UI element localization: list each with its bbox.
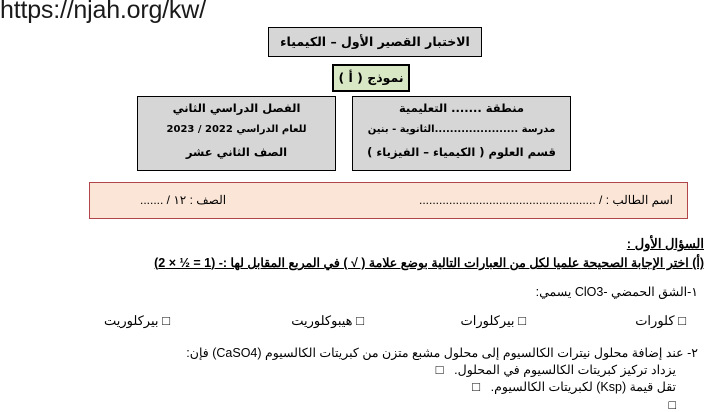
term-info-box — [137, 96, 336, 171]
option-hypochlorite[interactable]: □ هيبوكلوريت — [291, 313, 364, 328]
item2-choice-1[interactable] — [436, 362, 676, 377]
checkbox-icon[interactable]: □ — [435, 362, 451, 377]
watermark-url: https://njah.org/kw/ — [0, 0, 206, 24]
item2-choice-3[interactable]: □ — [668, 398, 676, 412]
item1-stem: ١-الشق الحمضي -ClO3 يسمي: — [535, 285, 698, 299]
term-label: الفصل الدراسي الثاني — [172, 101, 301, 115]
choice-1-text: يزداد تركيز كبريتات الكالسيوم في المحلول. — [454, 363, 676, 377]
class-field: الصف : ١٢ / ....... — [140, 193, 227, 207]
department-label: قسم العلوم ( الكيمياء – الفيزياء ) — [367, 145, 556, 159]
academic-year: للعام الدراسي 2022 / 2023 — [166, 124, 307, 135]
item2-stem: ٢- عند إضافة محلول نيترات الكالسيوم إلى محلول مشبع متزن من كبريتات الكالسيوم (CaSO4) فإن: — [186, 346, 698, 360]
model-label: نموذج ( أ ) — [332, 64, 410, 92]
grade-label: الصف الثاني عشر — [185, 145, 288, 159]
student-name-field: اسم الطالب : / ..................................................... — [418, 193, 673, 207]
checkbox-icon[interactable]: □ — [472, 379, 488, 394]
option-perchlorite[interactable]: □ بيركلوريت — [103, 313, 170, 328]
option-perchlorate[interactable]: □ بيركلورات — [460, 313, 526, 328]
student-info-box — [89, 182, 688, 219]
district-label: منطقة ....... التعليمية — [398, 101, 525, 115]
option-chlorate[interactable]: □ كلورات — [635, 313, 686, 328]
school-info-box — [352, 96, 571, 171]
item2-choice-2[interactable] — [472, 379, 676, 394]
school-label: مدرسة ......................الثانوية - بنين — [367, 124, 556, 135]
exam-title: الاختبار القصير الأول – الكيمياء — [268, 27, 482, 57]
question-title: السؤال الأول : — [626, 236, 704, 251]
question-instruction: (أ) اختر الإجابة الصحيحة علميا لكل من العبارات التالية بوضع علامة ( √ ) في المربع المقابل لها :- (1 = ½ × 2) — [154, 256, 704, 270]
choice-2-text: تقل قيمة (Ksp) لكبريتات الكالسيوم. — [490, 380, 676, 394]
